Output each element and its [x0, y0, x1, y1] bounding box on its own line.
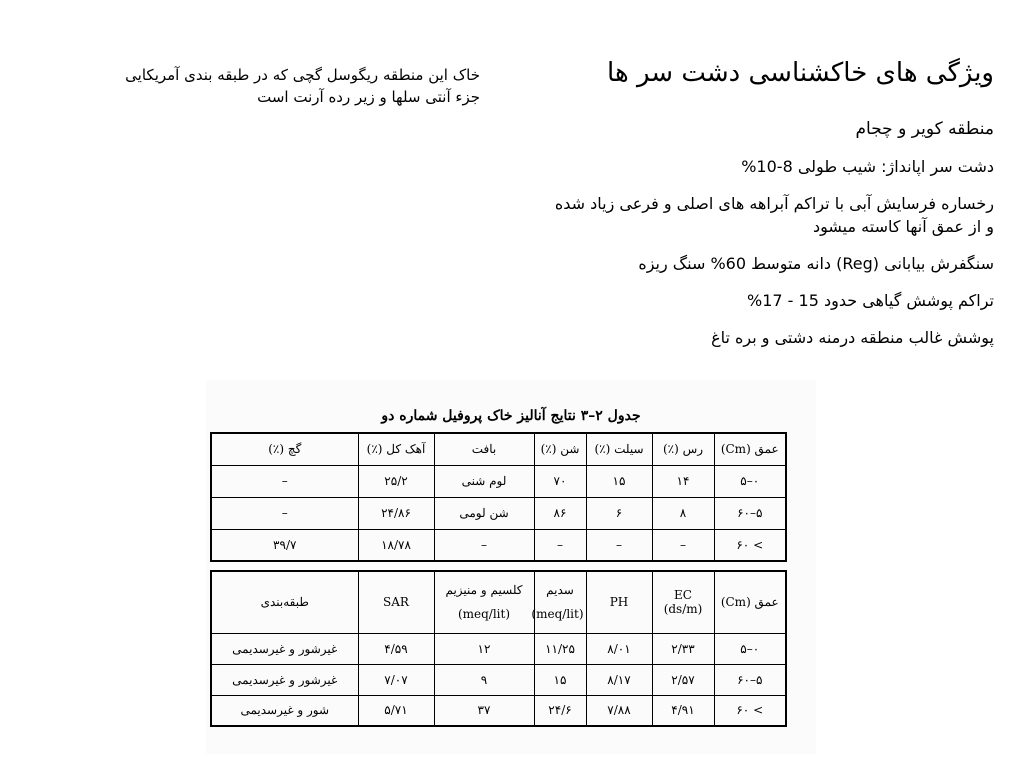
- table-cell: ۸/۱۷: [586, 664, 652, 695]
- table-cell: لوم شنی: [434, 465, 534, 497]
- table-cell: ۱۸/۷۸: [358, 529, 434, 561]
- table-cell: ۷/۸۸: [586, 695, 652, 726]
- header-label: کلسیم و منیزیم: [445, 583, 523, 598]
- table-cell: شور و غیرسدیمی: [211, 695, 358, 726]
- table-header-cell: EC (ds/m): [652, 571, 714, 633]
- table-cell: –: [534, 529, 586, 561]
- table-header-cell: آهک کل (٪): [358, 433, 434, 465]
- table-cell: ۲۴/۸۶: [358, 497, 434, 529]
- table-cell: ۱۵: [534, 664, 586, 695]
- table-header-cell: عمق (Cm): [714, 571, 786, 633]
- table-cell: –: [211, 497, 358, 529]
- table-cell: –: [211, 465, 358, 497]
- table-cell: ۴/۹۱: [652, 695, 714, 726]
- table-cell: ۷۰: [534, 465, 586, 497]
- header-unit: (meq/lit): [457, 607, 511, 622]
- table-cell: ۰–۵: [714, 633, 786, 664]
- bullet-item: دشت سر اپانداژ: شیب طولی 8-10%: [741, 157, 994, 176]
- table-row: [211, 529, 786, 561]
- table-header-cell: بافت: [434, 433, 534, 465]
- table-cell: ۳۹/۷: [211, 529, 358, 561]
- table-header-cell: PH: [586, 571, 652, 633]
- table-cell: –: [586, 529, 652, 561]
- table-header-cell: گچ (٪): [211, 433, 358, 465]
- table-cell: غیرشور و غیرسدیمی: [211, 633, 358, 664]
- scanned-table-image: [206, 380, 816, 754]
- table-cell: ۱۲: [434, 633, 534, 664]
- table-row: [211, 695, 786, 726]
- table-cell: شن لومی: [434, 497, 534, 529]
- table-cell: > ۶۰: [714, 695, 786, 726]
- table-cell: ۷/۰۷: [358, 664, 434, 695]
- bullet-item: رخساره فرسایش آبی با تراکم آبراهه های اصلی و فرعی زیاد شده و از عمق آنها کاسته میشود: [554, 194, 994, 236]
- table-header-row: [211, 571, 786, 633]
- table-cell: ۱۵: [586, 465, 652, 497]
- table-caption: جدول ۲–۳ نتایج آنالیز خاک پروفیل شماره دو: [381, 408, 641, 424]
- bullet-item: تراکم پوشش گیاهی حدود 15 - 17%: [747, 291, 994, 310]
- bullet-list: [554, 118, 994, 363]
- bullet-item: منطقه کویر و چجام: [855, 119, 994, 139]
- table-cell: –: [434, 529, 534, 561]
- table-cell: ۸۶: [534, 497, 586, 529]
- table-cell: ۵–۶۰: [714, 664, 786, 695]
- table-cell: ۶: [586, 497, 652, 529]
- table-cell: ۱۴: [652, 465, 714, 497]
- table-cell: ۴/۵۹: [358, 633, 434, 664]
- bullet-item: پوشش غالب منطقه درمنه دشتی و بره تاغ: [711, 328, 994, 347]
- side-note: خاک این منطقه ریگوسل گچی که در طبقه بندی آمریکایی جزء آنتی سلها و زیر رده آرنت است: [125, 66, 480, 106]
- slide-title: ویژگی های خاکشناسی دشت سر ها: [607, 58, 994, 88]
- table-cell: ۰–۵: [714, 465, 786, 497]
- table-header-cell: عمق (Cm): [714, 433, 786, 465]
- table-header-row: [211, 433, 786, 465]
- table-cell: ۱۱/۲۵: [534, 633, 586, 664]
- table-cell: ۲۵/۲: [358, 465, 434, 497]
- table-row: [211, 633, 786, 664]
- table-row: [211, 497, 786, 529]
- table-cell: ۵/۷۱: [358, 695, 434, 726]
- table-cell: غیرشور و غیرسدیمی: [211, 664, 358, 695]
- table-cell: ۵–۶۰: [714, 497, 786, 529]
- soil-chemistry-table: [210, 570, 787, 727]
- table-cell: ۹: [434, 664, 534, 695]
- header-label: سدیم: [546, 583, 574, 598]
- table-row: [211, 664, 786, 695]
- table-cell: ۲/۳۳: [652, 633, 714, 664]
- soil-texture-table: [210, 432, 787, 562]
- table-cell: ۲۴/۶: [534, 695, 586, 726]
- table-header-cell: [531, 571, 586, 633]
- table-cell: ۸: [652, 497, 714, 529]
- bullet-item: سنگفرش بیابانی (Reg) دانه متوسط 60% سنگ ریزه: [638, 254, 994, 273]
- table-header-cell: SAR: [358, 571, 434, 633]
- table-header-cell: طبقه‌بندی: [211, 571, 358, 633]
- table-cell: ۲/۵۷: [652, 664, 714, 695]
- table-header-cell: [434, 571, 534, 633]
- header-unit: (meq/lit): [531, 607, 584, 622]
- table-header-cell: سیلت (٪): [586, 433, 652, 465]
- table-row: [211, 465, 786, 497]
- table-cell: ۳۷: [434, 695, 534, 726]
- table-header-cell: رس (٪): [652, 433, 714, 465]
- table-cell: ۸/۰۱: [586, 633, 652, 664]
- table-cell: –: [652, 529, 714, 561]
- table-header-cell: شن (٪): [534, 433, 586, 465]
- table-cell: > ۶۰: [714, 529, 786, 561]
